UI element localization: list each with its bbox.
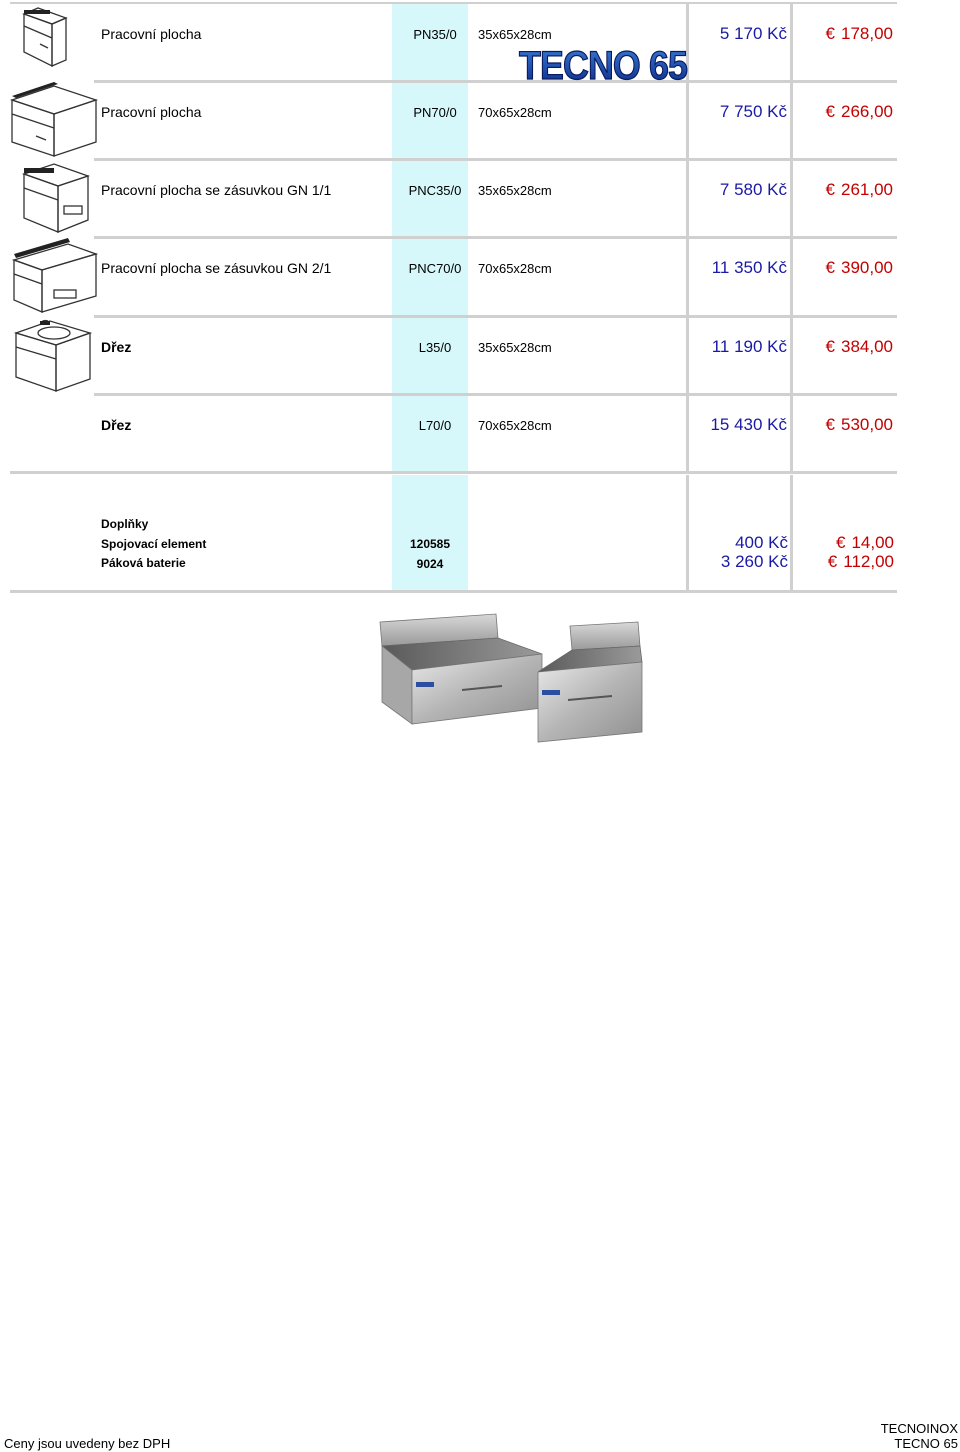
- sink-icon: [10, 317, 98, 395]
- price-czk: 15 430 Kč: [710, 415, 787, 434]
- accessory-name: Páková baterie: [101, 556, 186, 570]
- price-eur: [826, 102, 893, 122]
- price-eur-value: 530,00: [841, 415, 893, 434]
- price-eur: [826, 337, 893, 357]
- accessories-section: [0, 475, 960, 590]
- product-name: Dřez: [101, 339, 132, 355]
- footer-brand-line: TECNO 65: [894, 1436, 958, 1451]
- euro-icon: €: [827, 552, 838, 571]
- price-eur: [828, 552, 894, 572]
- price-eur-value: 390,00: [841, 258, 893, 277]
- product-row: [10, 82, 897, 160]
- price-eur-value: 178,00: [841, 24, 893, 43]
- product-code: L70/0: [418, 418, 452, 433]
- euro-icon: €: [825, 337, 835, 356]
- price-eur-value: 14,00: [851, 533, 894, 552]
- price-czk: 400 Kč: [735, 533, 788, 552]
- product-name: Pracovní plocha: [101, 104, 202, 120]
- footer-brand: [881, 1421, 958, 1451]
- price-eur-value: 384,00: [841, 337, 893, 356]
- price-eur: [826, 180, 893, 200]
- product-dimensions: 70x65x28cm: [478, 105, 552, 120]
- svg-text:TECNO 65: TECNO 65: [519, 44, 688, 84]
- accessories-heading: Doplňky: [101, 517, 149, 531]
- product-row: [10, 238, 897, 316]
- price-czk: 7 750 Kč: [719, 102, 787, 121]
- accessory-code: 120585: [409, 537, 451, 551]
- price-czk: 11 350 Kč: [711, 258, 787, 277]
- product-dimensions: 70x65x28cm: [478, 418, 552, 433]
- worktop-drawer-70-icon: [10, 238, 98, 316]
- price-czk: 5 170 Kč: [719, 24, 787, 43]
- accessory-code: 9024: [416, 557, 444, 571]
- price-czk: 3 260 Kč: [720, 552, 788, 571]
- footer-vat-note: Ceny jsou uvedeny bez DPH: [4, 1436, 171, 1451]
- euro-icon: €: [835, 533, 846, 552]
- product-row: [10, 395, 897, 473]
- euro-icon: €: [825, 24, 835, 43]
- product-code: L35/0: [418, 340, 452, 355]
- product-name: Dřez: [101, 417, 132, 433]
- product-code: PN70/0: [413, 105, 457, 120]
- euro-icon: €: [825, 180, 835, 199]
- euro-icon: €: [825, 415, 835, 434]
- price-eur-value: 261,00: [841, 180, 893, 199]
- product-dimensions: 70x65x28cm: [478, 261, 552, 276]
- product-dimensions: 35x65x28cm: [478, 183, 552, 198]
- product-row: [10, 317, 897, 395]
- price-eur-value: 266,00: [841, 102, 893, 121]
- euro-icon: €: [825, 258, 835, 277]
- price-eur: [826, 258, 893, 278]
- euro-icon: €: [825, 102, 835, 121]
- price-eur-value: 112,00: [843, 552, 894, 571]
- worktop-70-icon: [10, 82, 98, 160]
- product-code: PNC70/0: [408, 261, 462, 276]
- price-eur: [836, 533, 894, 553]
- tecno65-logo: [517, 44, 689, 84]
- price-czk: 7 580 Kč: [719, 180, 787, 199]
- row-separator: [10, 590, 897, 593]
- product-code: PN35/0: [413, 27, 457, 42]
- worktop-35-icon: [10, 4, 98, 82]
- worktops-photo: [372, 610, 644, 750]
- price-eur: [826, 24, 893, 44]
- product-name: Pracovní plocha se zásuvkou GN 1/1: [101, 182, 332, 198]
- worktop-drawer-35-icon: [10, 160, 98, 238]
- product-row: [10, 160, 897, 238]
- accessory-name: Spojovací element: [101, 537, 207, 551]
- price-eur: [826, 415, 893, 435]
- product-name: Pracovní plocha se zásuvkou GN 2/1: [101, 260, 332, 276]
- product-code: PNC35/0: [408, 183, 462, 198]
- product-dimensions: 35x65x28cm: [478, 27, 552, 42]
- footer-brand-line: TECNOINOX: [880, 1421, 958, 1436]
- price-czk: 11 190 Kč: [711, 337, 787, 356]
- product-row: [10, 4, 897, 82]
- product-dimensions: 35x65x28cm: [478, 340, 552, 355]
- product-name: Pracovní plocha: [101, 26, 202, 42]
